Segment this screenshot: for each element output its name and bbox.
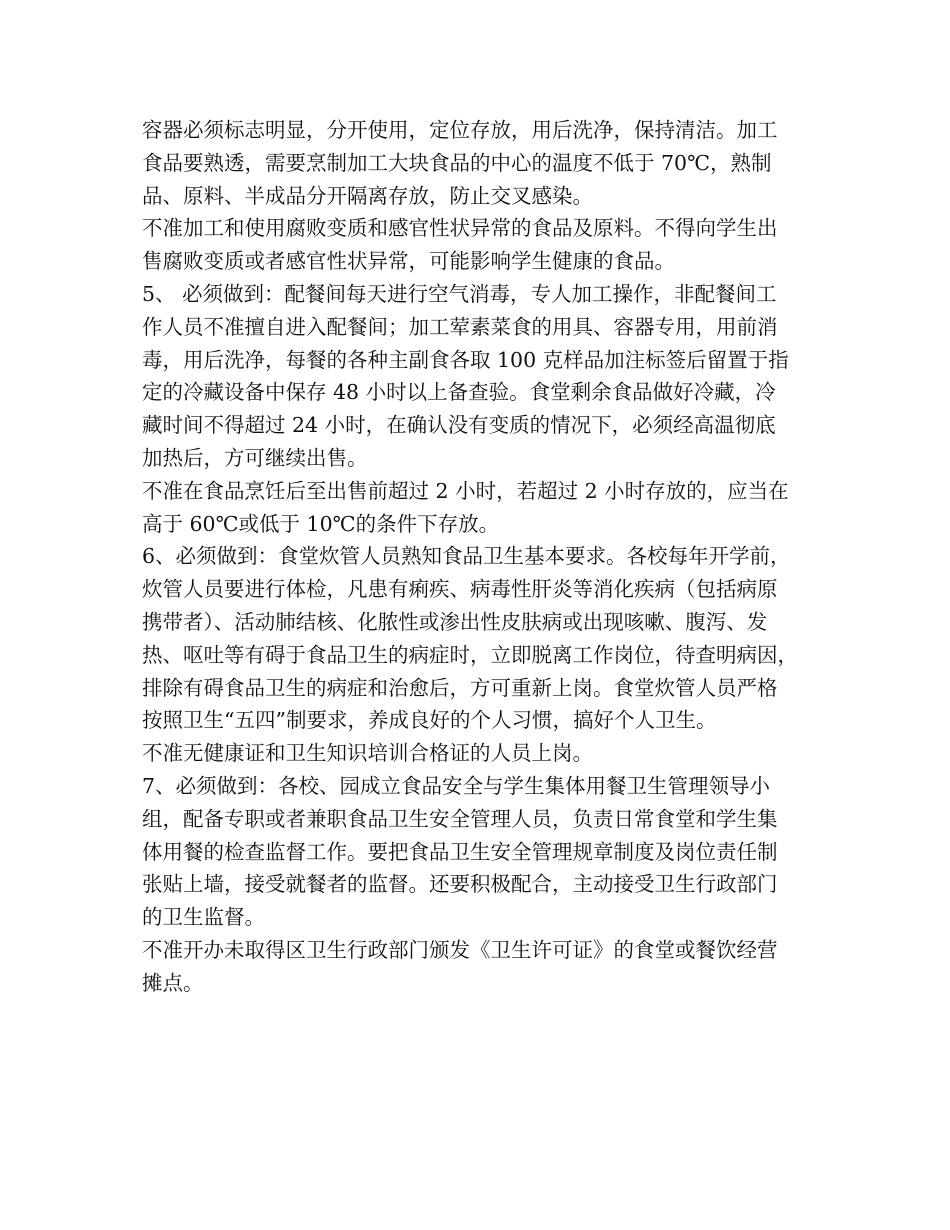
text-line: 体用餐的检查监督工作。要把食品卫生安全管理规章制度及岗位责任制 bbox=[142, 839, 778, 864]
text-line: 食品要熟透，需要烹制加工大块食品的中心的温度不低于 70℃，熟制 bbox=[142, 150, 772, 175]
text-line: 摊点。 bbox=[142, 970, 204, 995]
text-line: 的卫生监督。 bbox=[142, 905, 265, 930]
text-line: 售腐败变质或者感官性状异常，可能影响学生健康的食品。 bbox=[142, 249, 675, 274]
text-line: 加热后，方可继续出售。 bbox=[142, 445, 368, 470]
text-line: 张贴上墙，接受就餐者的监督。还要积极配合，主动接受卫生行政部门 bbox=[142, 872, 778, 897]
text-line: 7、必须做到：各校、园成立食品安全与学生集体用餐卫生管理领导小 bbox=[142, 773, 771, 798]
text-line: 组，配备专职或者兼职食品卫生安全管理人员，负责日常食堂和学生集 bbox=[142, 806, 778, 831]
text-line: 不准在食品烹饪后至出售前超过 2 小时，若超过 2 小时存放的，应当在 bbox=[142, 478, 789, 503]
text-line: 高于 60℃或低于 10℃的条件下存放。 bbox=[142, 511, 500, 536]
text-line: 作人员不准擅自进入配餐间；加工荤素菜食的用具、容器专用，用前消 bbox=[142, 314, 778, 339]
text-line: 毒，用后洗净，每餐的各种主副食各取 100 克样品加注标签后留置于指 bbox=[142, 347, 789, 372]
document-body bbox=[142, 114, 832, 1000]
text-line: 品、原料、半成品分开隔离存放，防止交叉感染。 bbox=[142, 183, 593, 208]
text-line: 热、呕吐等有碍于食品卫生的病症时，立即脱离工作岗位，待查明病因， bbox=[142, 642, 798, 667]
text-line: 不准加工和使用腐败变质和感官性状异常的食品及原料。不得向学生出 bbox=[142, 216, 778, 241]
text-line: 6、必须做到：食堂炊管人员熟知食品卫生基本要求。各校每年开学前， bbox=[142, 544, 791, 569]
text-line: 定的冷藏设备中保存 48 小时以上备查验。食堂剩余食品做好冷藏，冷 bbox=[142, 380, 776, 405]
text-line: 藏时间不得超过 24 小时，在确认没有变质的情况下，必须经高温彻底 bbox=[142, 413, 776, 438]
text-line: 不准开办未取得区卫生行政部门颁发《卫生许可证》的食堂或餐饮经营 bbox=[142, 937, 778, 962]
text-line: 容器必须标志明显，分开使用，定位存放，用后洗净，保持清洁。加工 bbox=[142, 118, 778, 142]
text-line: 5、 必须做到：配餐间每天进行空气消毒，专人加工操作，非配餐间工 bbox=[142, 281, 777, 306]
text-line: 携带者）、活动肺结核、化脓性或渗出性皮肤病或出现咳嗽、腹泻、发 bbox=[142, 609, 768, 634]
text-line: 不准无健康证和卫生知识培训合格证的人员上岗。 bbox=[142, 741, 593, 766]
text-line: 炊管人员要进行体检，凡患有痢疾、病毒性肝炎等消化疾病（包括病原 bbox=[142, 577, 778, 602]
text-line: 排除有碍食品卫生的病症和治愈后，方可重新上岗。食堂炊管人员严格 bbox=[142, 675, 778, 700]
text-line: 按照卫生“五四”制要求，养成良好的个人习惯，搞好个人卫生。 bbox=[142, 708, 717, 733]
